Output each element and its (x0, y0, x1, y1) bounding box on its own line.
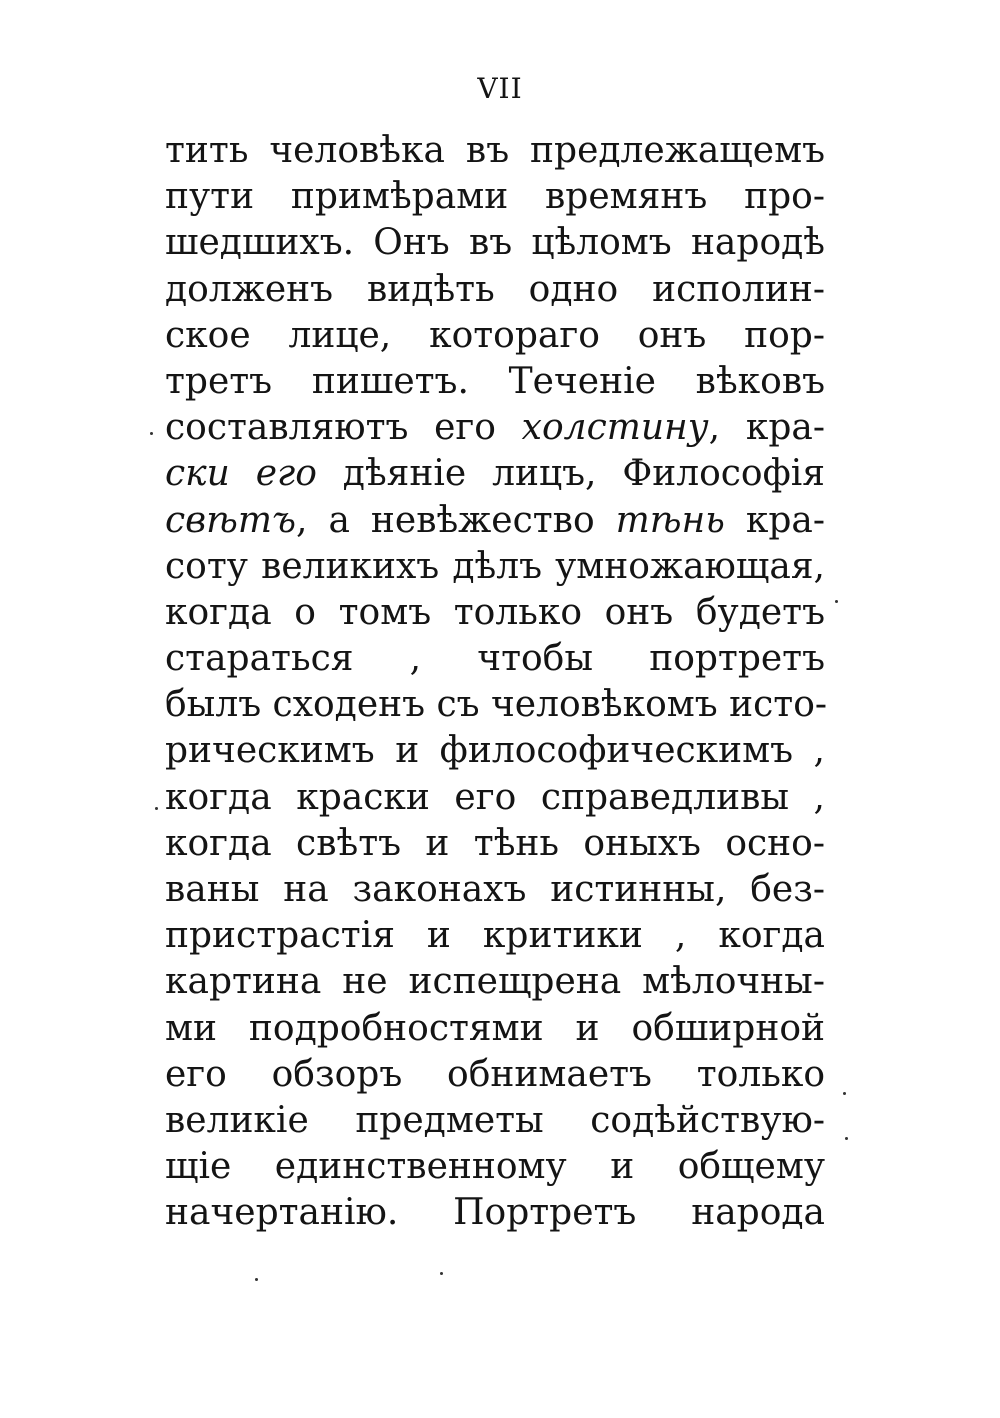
text-line: ми подробностями и обширной (165, 1007, 825, 1049)
text-line: соту великихъ дѣлъ умножающая, (165, 545, 825, 587)
scan-speck (845, 1137, 848, 1140)
scan-speck (150, 432, 153, 435)
text-line: пристрастія и критики , когда (165, 915, 825, 957)
text-line: ское лице, котораго онъ пор- (165, 314, 825, 356)
text-line: великіе предметы содѣйствую- (165, 1099, 825, 1141)
text-line: когда краски его справедливы , (165, 776, 825, 818)
text-line: когда о томъ только онъ будетъ (165, 591, 825, 633)
scan-speck (440, 1272, 443, 1275)
text-line: стараться , чтобы портретъ (165, 638, 825, 680)
text-line: начертанію. Портретъ народа (165, 1192, 825, 1234)
text-line: щіе единственному и общему (165, 1146, 825, 1188)
text-line: рическимъ и философическимъ , (165, 730, 825, 772)
text-line: долженъ видѣть одно исполин- (165, 268, 825, 310)
text-line: свѣтъ, а невѣжество тѣнь кра- (165, 499, 825, 541)
scan-speck (255, 1278, 258, 1281)
text-line: пути примѣрами времянъ про- (165, 176, 825, 218)
italic-word: свѣтъ (165, 499, 297, 541)
text-line: шедшихъ. Онъ въ цѣломъ народѣ (165, 222, 825, 264)
text-line: ски его дѣяніе лицъ, Философія (165, 453, 825, 495)
scan-speck (843, 1092, 846, 1095)
scan-speck (155, 807, 158, 810)
body-text (165, 128, 828, 1237)
text-line: былъ сходенъ съ человѣкомъ исто- (165, 684, 828, 726)
text-line: третъ пишетъ. Теченіе вѣковъ (165, 360, 825, 402)
italic-word: тѣнь (615, 499, 725, 541)
text-line: составляютъ его холстину, кра- (165, 407, 825, 449)
text-line: его обзоръ обнимаетъ только (165, 1053, 825, 1095)
page-number: VII (477, 72, 523, 105)
italic-word: холстину (521, 407, 709, 449)
italic-word: ски его (165, 453, 317, 495)
text-line: картина не испещрена мѣлочны- (165, 961, 825, 1003)
scan-speck (835, 600, 838, 603)
text-line: ваны на законахъ истинны, без- (165, 869, 825, 910)
text-line: когда свѣтъ и тѣнь оныхъ осно- (165, 822, 825, 864)
text-line: тить человѣка въ предлежащемъ (165, 130, 825, 171)
